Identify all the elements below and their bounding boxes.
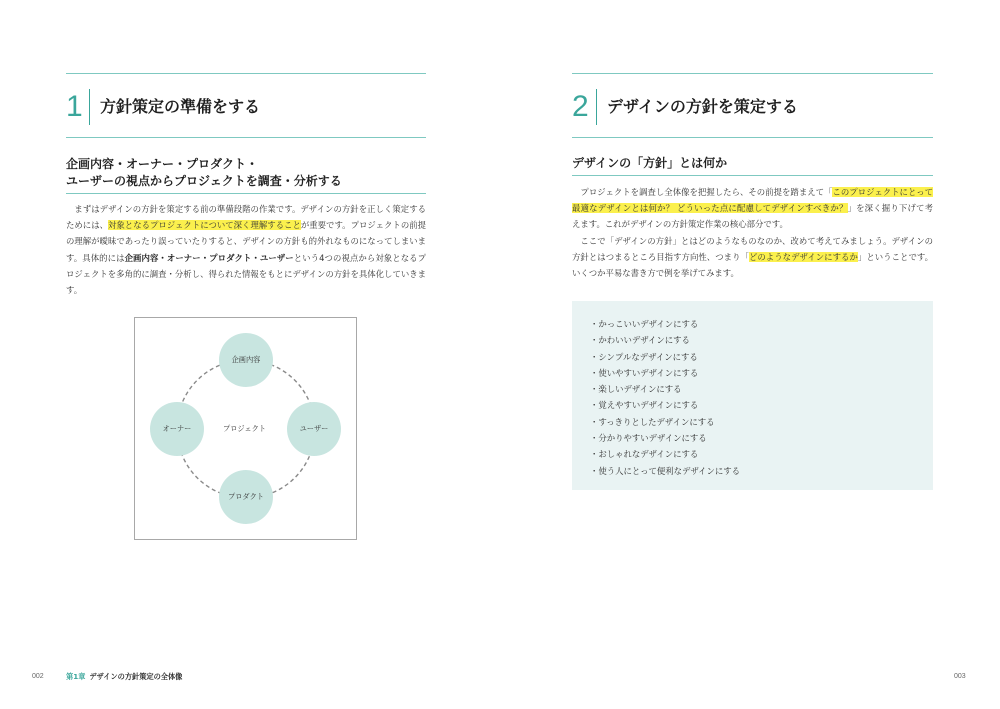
body-paragraph <box>66 201 426 298</box>
body-text-2b: 」ということです。いくつか平易な書き方で例を挙げてみます。 <box>572 252 933 279</box>
subheading: デザインの「方針」とは何か <box>572 155 933 176</box>
list-item: ・すっきりとしたデザインにする <box>590 416 715 427</box>
page-number-right: 003 <box>954 673 966 680</box>
section-title: デザインの方針を策定する <box>607 97 798 116</box>
body-text-2: が重要です。プロジェクトの前提の理解が曖昧であったり誤っていたりすると、デザインの方針も的外れなものになってしまいます。具体的には <box>66 220 426 263</box>
subheading <box>66 156 426 194</box>
node-owner: オーナー <box>150 402 204 456</box>
subheading-line-2: ユーザーの視点からプロジェクトを調査・分析する <box>66 174 342 188</box>
body-text-1: まずはデザインの方針を策定する前の準備段階の作業です。デザインの方針を正しく策定するためには、 <box>66 204 426 231</box>
section-bottom-rule <box>66 137 426 138</box>
list-item: ・使う人にとって便利なデザインにする <box>590 465 740 476</box>
body-paragraph-2 <box>572 233 933 282</box>
highlighted-text: 対象となるプロジェクトについて深く理解すること <box>108 220 301 231</box>
subheading-line-1: 企画内容・オーナー・プロダクト・ <box>66 157 259 171</box>
body-text-1a: プロジェクトを調査し全体像を把握したら、その前提を踏まえて「 <box>572 187 833 197</box>
section-divider <box>89 89 90 125</box>
list-item: ・かわいいデザインにする <box>590 335 690 346</box>
list-item: ・使いやすいデザインにする <box>590 367 699 378</box>
node-user: ユーザー <box>287 402 341 456</box>
right-page <box>500 0 1000 709</box>
chapter-title: デザインの方針策定の全体像 <box>89 672 183 681</box>
chapter-label: 第1章 <box>66 672 86 681</box>
node-planning: 企画内容 <box>219 333 273 387</box>
section-title: 方針策定の準備をする <box>100 97 261 116</box>
bold-text: 企画内容・オーナー・プロダクト・ユーザー <box>124 252 294 263</box>
body-text-1b: 」を深く掘り下げて考えます。これがデザインの方針策定作業の核心部分です。 <box>572 203 933 230</box>
project-viewpoints-diagram <box>134 317 357 540</box>
highlighted-text-2: どのようなデザインにするか <box>748 252 858 263</box>
section-bottom-rule <box>572 137 933 138</box>
list-item: ・分かりやすいデザインにする <box>590 433 707 444</box>
section-number: 1 <box>66 90 83 123</box>
body-text-3: という4つの視点から対象となるプロジェクトを多角的に調査・分析し、得られた情報をもとにデザインの方針を具体化していきます。 <box>66 252 426 296</box>
section-number: 2 <box>572 90 589 123</box>
center-project-label: プロジェクト <box>223 424 266 433</box>
node-product: プロダクト <box>219 470 273 524</box>
examples-list <box>572 301 933 479</box>
examples-box <box>572 301 933 490</box>
list-item: ・楽しいデザインにする <box>590 384 682 395</box>
section-top-rule <box>66 73 426 74</box>
list-item: ・おしゃれなデザインにする <box>590 449 699 460</box>
section-divider <box>596 89 597 125</box>
page-number-left: 002 <box>32 673 44 680</box>
list-item: ・覚えやすいデザインにする <box>590 400 699 411</box>
list-item: ・シンプルなデザインにする <box>590 351 698 362</box>
body-paragraph-1 <box>572 184 933 233</box>
highlighted-text-1: このプロジェクトにとって最適なデザインとは何か？ どういった点に配慮してデザインすべきか？ <box>572 187 933 214</box>
running-header <box>66 672 182 682</box>
section-top-rule <box>572 73 933 74</box>
list-item: ・かっこいいデザインにする <box>590 319 699 329</box>
body-text-2a: ここで「デザインの方針」とはどのようなものなのか、改めて考えてみましょう。デザインの方針とはつまるところ目指す方向性、つまり「 <box>572 236 933 263</box>
